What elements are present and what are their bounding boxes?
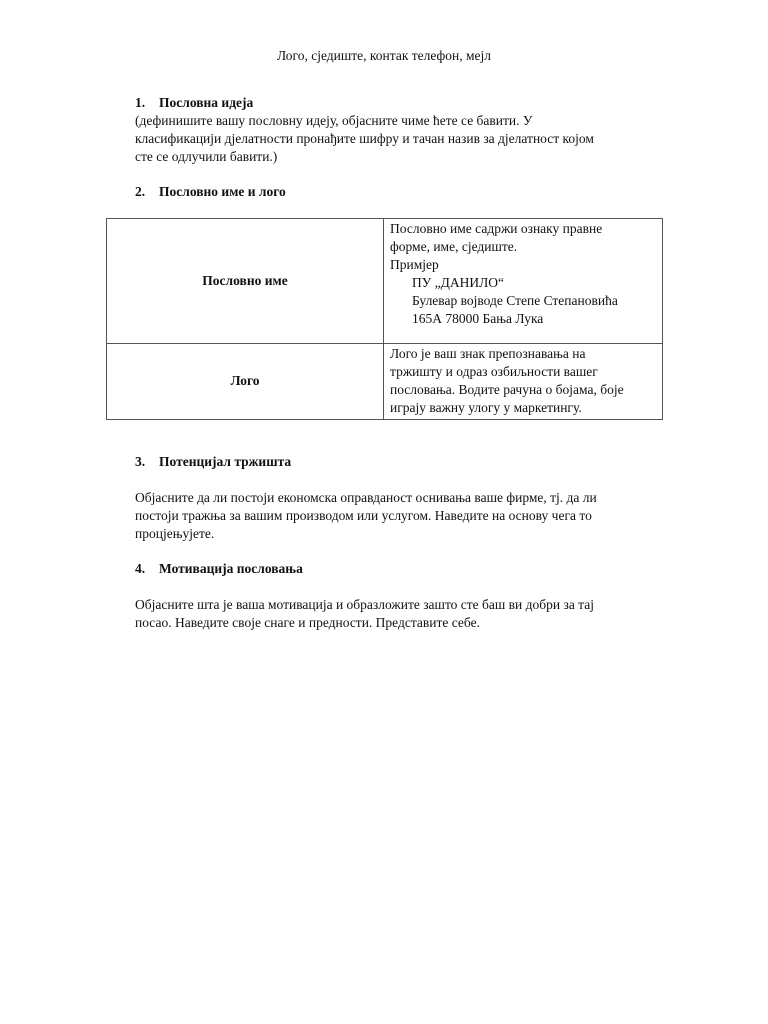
text-line: процјењујете. bbox=[135, 526, 215, 541]
table-row bbox=[107, 344, 663, 420]
section-3-text bbox=[135, 489, 665, 543]
text-line: Објасните да ли постоји економска оправданост оснивања ваше фирме, тј. да ли bbox=[135, 490, 597, 505]
section-3-heading bbox=[135, 453, 291, 471]
text-line: Лого је ваш знак препознавања на bbox=[390, 346, 586, 361]
example-line: Булевар војводе Степе Степановића bbox=[412, 293, 618, 308]
text-line: Примјер bbox=[390, 257, 439, 272]
table-row bbox=[107, 219, 663, 344]
text-line: Пословно име садржи ознаку правне bbox=[390, 221, 603, 236]
text-line: пословања. Водите рачуна о бојама, боје bbox=[390, 382, 624, 397]
text-line: играју важну улогу у маркетингу. bbox=[390, 400, 582, 415]
page-header: Лого, сједиште, контак телефон, мејл bbox=[276, 48, 492, 63]
text-line: класификацији дјелатности пронађите шифру и тачан назив за дјелатност којом bbox=[135, 131, 594, 146]
section-2-number: 2. bbox=[135, 184, 146, 199]
text-line: постоји тражња за вашим производом или услугом. Наведите на основу чега то bbox=[135, 508, 592, 523]
section-1-heading bbox=[135, 94, 253, 112]
business-name-logo-table bbox=[106, 218, 663, 420]
section-2-heading bbox=[135, 183, 286, 201]
text-line: посао. Наведите своје снаге и предности. Представите себе. bbox=[135, 615, 480, 630]
section-1-number: 1. bbox=[135, 95, 146, 110]
example-line: 165А 78000 Бања Лука bbox=[412, 311, 544, 326]
section-4-heading bbox=[135, 560, 303, 578]
logo-label: Лого bbox=[107, 344, 384, 420]
text-line: форме, име, сједиште. bbox=[390, 239, 518, 254]
section-3-title: Потенцијал тржишта bbox=[159, 454, 292, 469]
section-4-title: Мотивација пословања bbox=[159, 561, 303, 576]
section-4-text bbox=[135, 596, 665, 632]
section-1-text bbox=[135, 112, 665, 166]
section-4-number: 4. bbox=[135, 561, 146, 576]
business-name-description bbox=[384, 219, 663, 344]
text-line: Објасните шта је ваша мотивација и образложите зашто сте баш ви добри за тај bbox=[135, 597, 594, 612]
section-2-title: Пословно име и лого bbox=[159, 184, 286, 199]
section-3-number: 3. bbox=[135, 454, 146, 469]
example-line: ПУ „ДАНИЛО“ bbox=[412, 275, 505, 290]
business-name-label: Пословно име bbox=[107, 219, 384, 344]
text-line: сте се одлучили бавити.) bbox=[135, 149, 278, 164]
text-line: тржишту и одраз озбиљности вашег bbox=[390, 364, 598, 379]
text-line: (дефинишите вашу пословну идеју, објасните чиме ћете се бавити. У bbox=[135, 113, 533, 128]
logo-description bbox=[384, 344, 663, 420]
section-1-title: Пословна идеја bbox=[159, 95, 254, 110]
